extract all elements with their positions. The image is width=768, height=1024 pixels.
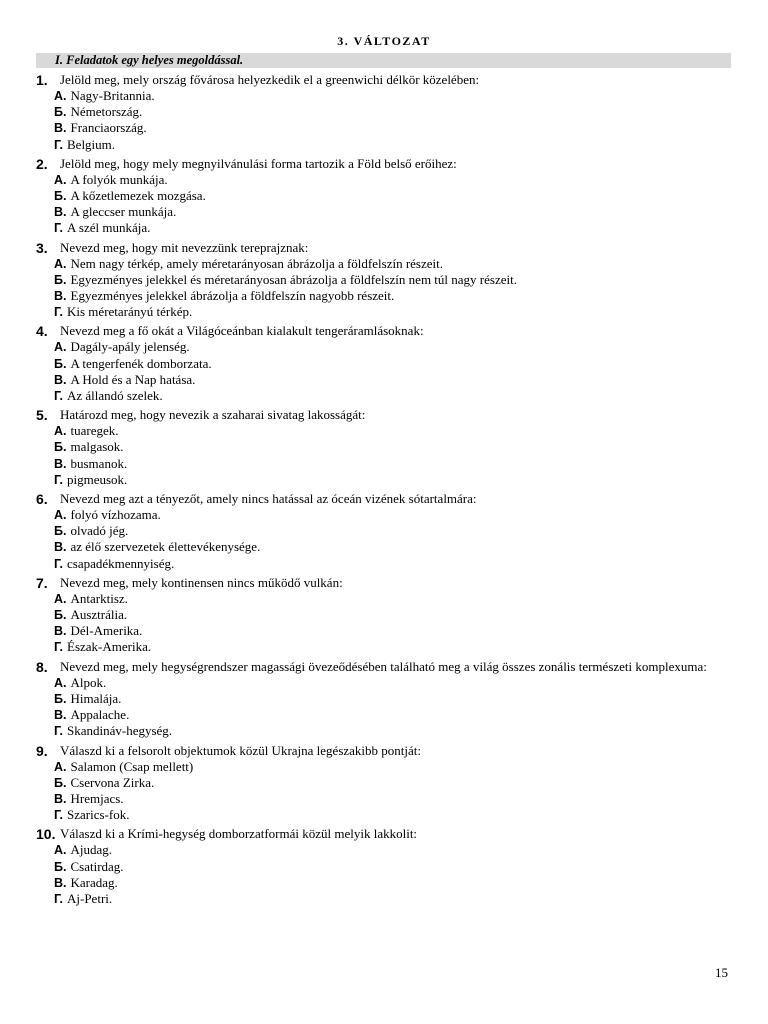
answer-option-d — [36, 556, 736, 572]
answer-option-c — [36, 204, 736, 220]
option-letter: А. — [54, 172, 67, 187]
option-text: A folyók munkája. — [70, 171, 168, 187]
option-letter: А. — [54, 508, 67, 523]
option-letter: А. — [54, 675, 67, 690]
question-7 — [36, 575, 736, 656]
question-number: 1. — [36, 72, 48, 88]
option-letter: В. — [54, 121, 67, 136]
answer-option-c — [36, 623, 736, 639]
answer-option-a — [36, 675, 736, 691]
option-letter: В. — [54, 708, 67, 723]
answer-option-a — [36, 591, 736, 607]
option-letter: Б. — [54, 524, 67, 539]
answer-option-c — [36, 875, 736, 891]
option-letter: Б. — [54, 189, 67, 204]
question-text: Nevezd meg, hogy mit nevezzünk tereprajznak: — [60, 239, 309, 255]
question-number: 6. — [36, 491, 48, 508]
option-letter: Г. — [54, 640, 63, 655]
option-letter: А. — [54, 89, 67, 103]
option-text: A Hold és a Nap hatása. — [70, 371, 196, 387]
option-text: A tengerfenék domborzata. — [70, 355, 212, 371]
answer-option-c — [36, 120, 736, 136]
question-number: 7. — [36, 574, 48, 591]
option-text: A gleccser munkája. — [70, 204, 177, 220]
option-letter: Б. — [54, 691, 67, 706]
option-text: Nagy-Britannia. — [70, 88, 155, 103]
answer-option-b — [36, 523, 736, 539]
option-letter: В. — [54, 875, 67, 890]
question-text: Jelöld meg, mely ország fővárosa helyezkedik el a greenwichi délkör közelében: — [60, 72, 480, 87]
option-letter: Б. — [54, 440, 67, 455]
question-3 — [36, 240, 736, 321]
option-text: pigmeusok. — [67, 471, 128, 487]
option-letter: Б. — [54, 105, 67, 120]
option-letter: А. — [54, 424, 67, 439]
option-letter: Б. — [54, 356, 67, 371]
option-text: Dagály-apály jelenség. — [70, 339, 190, 355]
option-text: Ajudag. — [70, 842, 113, 858]
option-letter: В. — [54, 372, 67, 387]
option-text: Egyezményes jelekkel ábrázolja a földfelszín nagyobb részeit. — [70, 288, 395, 304]
answer-option-a — [36, 339, 736, 355]
answer-option-c — [36, 372, 736, 388]
answer-option-b — [36, 188, 736, 204]
option-text: Cservona Zirka. — [70, 774, 155, 790]
answer-option-d — [36, 388, 736, 404]
option-text: Himalája. — [70, 690, 122, 706]
option-text: csapadékmennyiség. — [67, 555, 175, 571]
question-number: 3. — [36, 239, 48, 256]
question-4 — [36, 323, 736, 404]
answer-option-b — [36, 859, 736, 875]
question-number: 5. — [36, 407, 48, 424]
question-1 — [36, 72, 736, 153]
option-text: Észak-Amerika. — [67, 639, 152, 655]
question-number: 10. — [36, 826, 56, 843]
answer-option-c — [36, 288, 736, 304]
question-text: Válaszd ki a Krími-hegység domborzatformái közül melyik lakkolit: — [60, 826, 418, 842]
question-text: Válaszd ki a felsorolt objektumok közül Ukrajna legészakibb pontját: — [60, 742, 422, 758]
question-6 — [36, 491, 736, 572]
option-text: busmanok. — [70, 455, 128, 471]
option-text: Karadag. — [70, 874, 118, 890]
answer-option-d — [36, 472, 736, 488]
option-letter: В. — [54, 456, 67, 471]
option-letter: Г. — [54, 891, 63, 906]
answer-option-d — [36, 639, 736, 655]
question-number: 4. — [36, 323, 48, 340]
option-text: A kőzetlemezek mozgása. — [70, 188, 206, 204]
option-text: A szél munkája. — [67, 220, 151, 236]
option-text: az élő szervezetek élettevékenysége. — [70, 539, 261, 555]
option-letter: Г. — [54, 808, 63, 823]
option-letter: В. — [54, 624, 67, 639]
answer-option-a — [36, 423, 736, 439]
answer-option-b — [36, 607, 736, 623]
option-letter: Г. — [54, 137, 63, 152]
question-text: Nevezd meg azt a tényezőt, amely nincs hatással az óceán vizének sótartalmára: — [60, 491, 477, 507]
option-letter: Б. — [54, 272, 67, 287]
option-letter: В. — [54, 205, 67, 220]
answer-option-c — [36, 456, 736, 472]
answer-option-b — [36, 356, 736, 372]
option-text: tuaregek. — [70, 423, 119, 439]
option-letter: Б. — [54, 775, 67, 790]
answer-option-b — [36, 272, 736, 288]
answer-option-d — [36, 220, 736, 236]
option-text: Nem nagy térkép, amely méretarányosan ábrázolja a földfelszín részeit. — [70, 255, 443, 271]
option-text: folyó vízhozama. — [70, 507, 161, 523]
answer-option-a — [36, 172, 736, 188]
option-letter: Б. — [54, 608, 67, 623]
option-text: Belgium. — [67, 136, 116, 152]
question-text: Határozd meg, hogy nevezik a szaharai sivatag lakosságát: — [60, 407, 366, 423]
question-9 — [36, 743, 736, 824]
answer-option-c — [36, 791, 736, 807]
answer-option-d — [36, 891, 736, 907]
answer-option-b — [36, 691, 736, 707]
section-title: I. Feladatok egy helyes megoldással. — [55, 53, 244, 67]
option-letter: Г. — [54, 724, 63, 739]
answer-option-a — [36, 507, 736, 523]
option-text: Ausztrália. — [70, 607, 128, 623]
option-text: Szarics-fok. — [67, 807, 130, 823]
answer-option-d — [36, 304, 736, 320]
page-number: 15 — [715, 965, 728, 980]
option-text: Az állandó szelek. — [67, 388, 163, 404]
answer-option-a — [36, 88, 736, 104]
question-number: 9. — [36, 742, 48, 759]
option-text: Antarktisz. — [70, 590, 128, 606]
question-text: Nevezd meg a fő okát a Világóceánban kialakult tengeráramlásoknak: — [60, 323, 424, 339]
option-text: Alpok. — [70, 674, 107, 690]
option-text: Franciaország. — [70, 120, 147, 136]
answer-option-a — [36, 759, 736, 775]
option-letter: Г. — [54, 389, 63, 404]
variant-title: 3. VÁLTOZAT — [337, 34, 431, 48]
option-letter: А. — [54, 759, 67, 774]
question-5 — [36, 407, 736, 488]
answer-option-a — [36, 842, 736, 858]
question-number: 8. — [36, 658, 48, 675]
answer-option-d — [36, 137, 736, 153]
answer-option-d — [36, 723, 736, 739]
option-text: Egyezményes jelekkel és méretarányosan ábrázolja a földfelszín nem túl nagy részeit. — [70, 271, 517, 287]
question-number: 2. — [36, 155, 48, 172]
option-text: Csatirdag. — [70, 858, 124, 874]
option-text: Salamon (Csap mellett) — [70, 758, 194, 774]
option-letter: А. — [54, 591, 67, 606]
option-text: malgasok. — [70, 439, 124, 455]
answer-option-b — [36, 439, 736, 455]
question-8 — [36, 659, 736, 740]
option-text: olvadó jég. — [70, 523, 129, 539]
answer-option-c — [36, 707, 736, 723]
answer-option-a — [36, 256, 736, 272]
answer-option-b — [36, 104, 736, 120]
option-letter: В. — [54, 289, 67, 304]
option-letter: Г. — [54, 556, 63, 571]
question-text: Jelöld meg, hogy mely megnyilvánulási forma tartozik a Föld belső erőihez: — [60, 155, 457, 171]
option-text: Németország. — [70, 104, 143, 120]
option-text: Kis méretarányú térkép. — [67, 304, 193, 320]
option-text: Aj-Petri. — [67, 890, 113, 906]
option-letter: В. — [54, 791, 67, 806]
option-text: Dél-Amerika. — [70, 623, 143, 639]
option-text: Hremjacs. — [70, 790, 124, 806]
option-letter: Г. — [54, 305, 63, 320]
question-list — [36, 72, 736, 910]
option-letter: Г. — [54, 472, 63, 487]
answer-option-d — [36, 807, 736, 823]
option-letter: Б. — [54, 859, 67, 874]
option-letter: В. — [54, 540, 67, 555]
option-letter: Г. — [54, 221, 63, 236]
question-text: Nevezd meg, mely hegységrendszer magassági övezeődésében található meg a világ összes zonális természeti komplexuma: — [60, 658, 707, 674]
option-text: Appalache. — [70, 707, 130, 723]
option-letter: А. — [54, 256, 67, 271]
answer-option-c — [36, 539, 736, 555]
question-text: Nevezd meg, mely kontinensen nincs működő vulkán: — [60, 574, 343, 590]
option-text: Skandináv-hegység. — [67, 723, 173, 739]
question-2 — [36, 156, 736, 237]
question-10 — [36, 826, 736, 907]
option-letter: А. — [54, 340, 67, 355]
answer-option-b — [36, 775, 736, 791]
option-letter: А. — [54, 843, 67, 858]
